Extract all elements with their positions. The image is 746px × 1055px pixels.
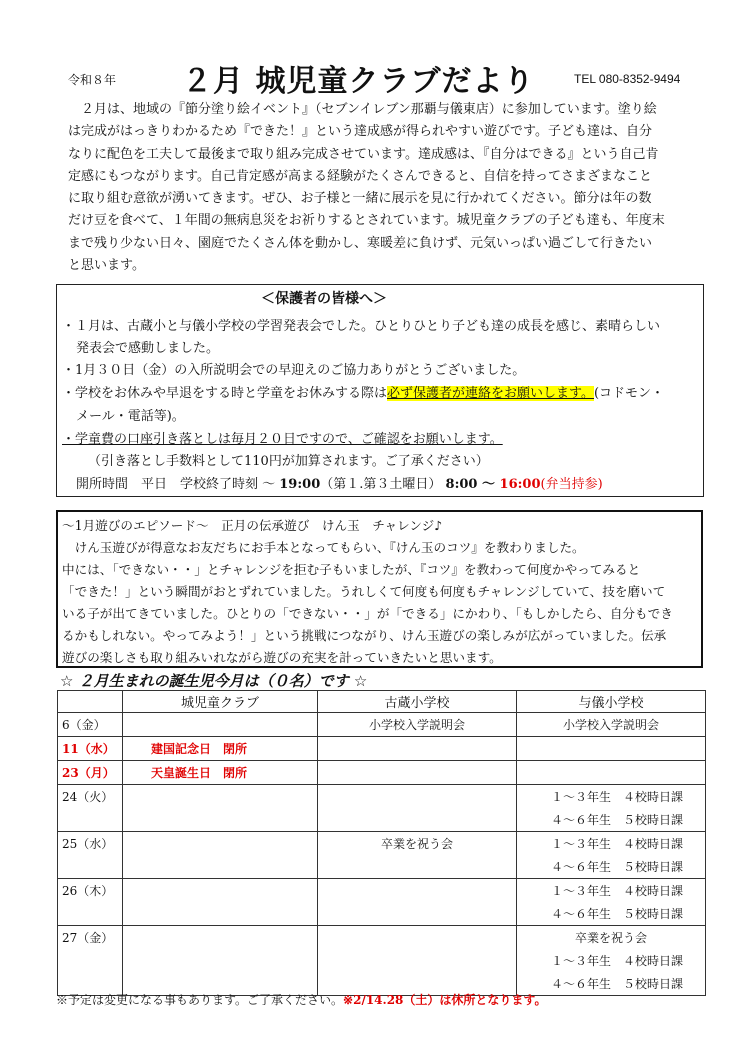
intro-line: と思います。 [68,258,145,274]
page-title: ２月 城児童クラブだより [182,64,535,99]
kura-cell [318,926,517,996]
notice-item: （引き落とし手数料として110円が加算されます。ご了承ください） [88,454,489,469]
tel-number: TEL 080-8352-9494 [574,72,681,86]
hours-lunch: (弁当持参) [540,477,603,492]
opening-hours [76,473,603,492]
yogi-cell: １～３年生 ４校時日課 [517,832,706,856]
schedule-table [57,690,706,996]
club-cell [123,879,318,926]
table-header-row [58,691,706,713]
table-row [58,737,706,761]
date-cell: 23（月） [58,761,123,785]
episode-line: 遊びの楽しさも取り組みいれながら遊びの充実を計っていきたいと思います。 [62,650,502,665]
club-cell: 天皇誕生日 閉所 [123,761,318,785]
yogi-cell: ４～６年生 ５校時日課 [517,855,706,879]
table-row [58,879,706,903]
club-cell [123,926,318,996]
notice-item [62,382,664,401]
date-cell: 25（水） [58,832,123,879]
intro-line: だけ豆を食べて、１年間の無病息災をお祈りするとされています。城児童クラブの子ども達も、年度末 [68,213,665,229]
kura-cell [318,761,517,785]
episode-line: ～1月遊びのエピソード～ 正月の伝承遊び けん玉 チャレンジ♪ [62,518,443,533]
yogi-cell: ４～６年生 ５校時日課 [517,902,706,926]
hours-sat-end: 16:00 [499,477,541,492]
notice-text: (コドモン・ [593,386,665,401]
notice-item: ・１月は、古蔵小と与儀小学校の学習発表会でした。ひとりひとり子ども達の成長を感じ、素晴らしい [62,319,661,334]
yogi-cell: 小学校入学説明会 [517,713,706,737]
kura-cell [318,879,517,926]
table-row [58,832,706,856]
kura-cell: 小学校入学説明会 [318,713,517,737]
yogi-cell: １～３年生 ４校時日課 [517,879,706,903]
date-cell: 26（木） [58,879,123,926]
intro-line: ２月は、地域の『節分塗り絵イベント』（セブンイレブン那覇与儀東店）に参加しています。塗り絵 [81,102,657,117]
club-cell [123,785,318,832]
yogi-cell: 卒業を祝う会 [517,926,706,950]
yogi-cell: １～３年生 ４校時日課 [517,949,706,972]
date-cell: 11（水） [58,737,123,761]
notice-item: 発表会で感動しました。 [76,341,220,356]
table-row [58,785,706,809]
highlighted-text: 必ず保護者が連絡をお願いします。 [387,386,594,401]
yogi-cell: ４～６年生 ５校時日課 [517,972,706,996]
change-note: ※予定は変更になる事もあります。ご了承ください。 [56,993,344,1007]
birthday-banner: ☆ ２月生まれの誕生児今月は（０名）です ☆ [60,672,368,690]
footer-note [56,991,546,1008]
intro-line: 定感にもつながります。自己肯定感が高まる経験がたくさんできると、自信を持ってさまざまなこと [68,168,652,184]
yogi-cell: ４～６年生 ５校時日課 [517,808,706,832]
table-row [58,761,706,785]
header-cell [58,691,123,713]
yogi-cell [517,761,706,785]
kura-cell [318,785,517,832]
episode-line: いる子が出てきていました。ひとりの「できない・・」が「できる」にかわり、「もしかしたら、自分もでき [62,606,673,621]
club-cell: 建国記念日 閉所 [123,737,318,761]
header-cell: 古蔵小学校 [318,691,517,713]
intro-line: は完成がはっきりわかるため『できた！』という達成感が得られやすい遊びです。子ども達は、自分 [68,124,652,140]
notice-item: メール・電話等)。 [76,409,185,424]
hours-sat-time: 8:00 ～ [445,477,500,492]
club-cell [123,713,318,737]
hours-label: 開所時間 平日 学校終了時刻 ～ [76,477,280,492]
date-cell: 24（火） [58,785,123,832]
guardians-notice-title: ＜保護者の皆様へ＞ [261,291,387,307]
table-row [58,926,706,950]
kura-cell [318,737,517,761]
date-cell: 6（金） [58,713,123,737]
era-label: 令和８年 [68,73,117,87]
kura-cell [318,855,517,879]
hours-sat: （第１.第３土曜日） [320,477,442,492]
kura-cell: 卒業を祝う会 [318,832,517,856]
date-cell: 27（金） [58,926,123,996]
episode-line: るかもしれない。やってみよう！」という挑戦につながり、けん玉遊びの楽しみが広がっていました。伝承 [62,628,667,643]
header-cell: 与儀小学校 [517,691,706,713]
club-cell [123,832,318,879]
closed-note: ※2/14.28（土）は休所となります。 [343,993,547,1007]
notice-text: ・学校をお休みや早退をする時と学童をお休みする際は [62,386,388,401]
intro-line: なりに配色を工夫して最後まで取り組み完成させています。達成感は、『自分はできる』という自己肯 [68,146,659,162]
table-row [58,713,706,737]
episode-line: けん玉遊びが得意なお友だちにお手本となってもらい、『けん玉のコツ』を教わりました。 [62,540,585,555]
intro-line: まで残り少ない日々、園庭でたくさん体を動かし、寒暖差に負けず、元気いっぱい過ごして行きたい [68,235,652,251]
notice-item: ・学童費の口座引き落としは毎月２０日ですので、ご確認をお願いします。 [62,432,503,447]
yogi-cell: １～３年生 ４校時日課 [517,785,706,809]
intro-paragraph [68,99,698,277]
intro-line: に取り組む意欲が湧いてきます。ぜひ、お子様と一緒に展示を見に行かれてください。節分は年の数 [68,191,652,207]
hours-weekday: 19:00 [279,477,321,492]
header-cell: 城児童クラブ [123,691,318,713]
episode-line: 「できた！」という瞬間がおとずれていました。うれしくて何度も何度もチャレンジしていて、技を磨いて [62,584,666,599]
episode-line: 中には、「できない・・」とチャレンジを拒む子もいましたが、『コツ』を教わって何度かやってみると [62,562,641,577]
notice-item: ・1月３０日（金）の入所説明会での早迎えのご協力ありがとうございました。 [62,363,526,378]
yogi-cell [517,737,706,761]
